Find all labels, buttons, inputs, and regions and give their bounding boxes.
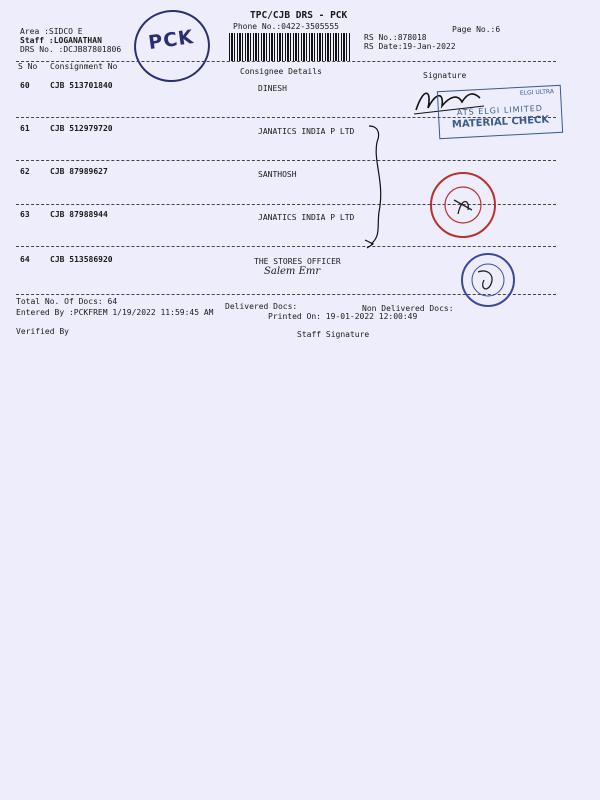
material-check-stamp xyxy=(437,85,563,139)
row-consignee: DINESH xyxy=(258,84,287,93)
row-consignee: JANATICS INDIA P LTD xyxy=(258,213,355,222)
printed-on: Printed On: 19-01-2022 12:00:49 xyxy=(268,312,418,321)
row-consignee: JANATICS INDIA P LTD xyxy=(258,127,355,136)
row-divider xyxy=(16,160,556,161)
col-header-sno: S No xyxy=(18,62,38,71)
row-sno: 63 xyxy=(20,210,30,219)
barcode-image xyxy=(229,33,351,61)
pck-stamp-text: PCK xyxy=(147,25,196,55)
rs-date: RS Date:19-Jan-2022 xyxy=(364,42,456,51)
row-sno: 61 xyxy=(20,124,30,133)
row-sno: 64 xyxy=(20,255,30,264)
rs-number: RS No.:878018 xyxy=(364,33,427,42)
col-header-consignment: Consignment No xyxy=(50,62,118,71)
delivered-docs: Delivered Docs: xyxy=(225,302,298,311)
row-sno: 60 xyxy=(20,81,30,90)
row-consignment: CJB 513586920 xyxy=(50,255,113,264)
row-consignee: SANTHOSH xyxy=(258,170,297,179)
col-header-consignee: Consignee Details xyxy=(240,67,322,76)
staff-label: Staff :LOGANATHAN xyxy=(20,36,102,45)
non-delivered-docs: Non Delivered Docs: xyxy=(362,304,454,313)
handwritten-note: Salem Emr xyxy=(264,266,321,277)
phone-number: Phone No.:0422-3505555 xyxy=(233,22,339,31)
total-docs: Total No. Of Docs: 64 xyxy=(16,297,118,306)
staff-signature: Staff Signature xyxy=(297,330,370,339)
pck-stamp xyxy=(129,5,214,87)
drs-number: DRS No. :DCJB87801806 xyxy=(20,45,122,54)
stamp-material-check-text: MATERIAL CHECK xyxy=(451,114,550,131)
blue-seal-icon xyxy=(450,250,526,310)
page-number: Page No.:6 xyxy=(452,25,501,34)
row-consignee: THE STORES OFFICER xyxy=(254,257,341,266)
document-title: TPC/CJB DRS - PCK xyxy=(250,10,348,21)
stamp-top-text: ELGI ULTRA xyxy=(519,88,555,97)
row-consignment: CJB 87989627 xyxy=(50,167,108,176)
row-sno: 62 xyxy=(20,167,30,176)
row-consignment: CJB 513701840 xyxy=(50,81,113,90)
bracket-mark xyxy=(355,122,395,252)
row-consignment: CJB 87988944 xyxy=(50,210,108,219)
row-consignment: CJB 512979720 xyxy=(50,124,113,133)
stamp-company-text: ATS ELGI LIMITED xyxy=(456,103,544,118)
area-label: Area :SIDCO E xyxy=(20,27,83,36)
row-divider xyxy=(16,246,556,247)
verified-by: Verified By xyxy=(16,327,69,336)
entered-by: Entered By :PCKFREM 1/19/2022 11:59:45 AM xyxy=(16,308,214,317)
col-header-signature: Signature xyxy=(423,71,467,80)
janatics-seal-icon xyxy=(428,170,498,240)
